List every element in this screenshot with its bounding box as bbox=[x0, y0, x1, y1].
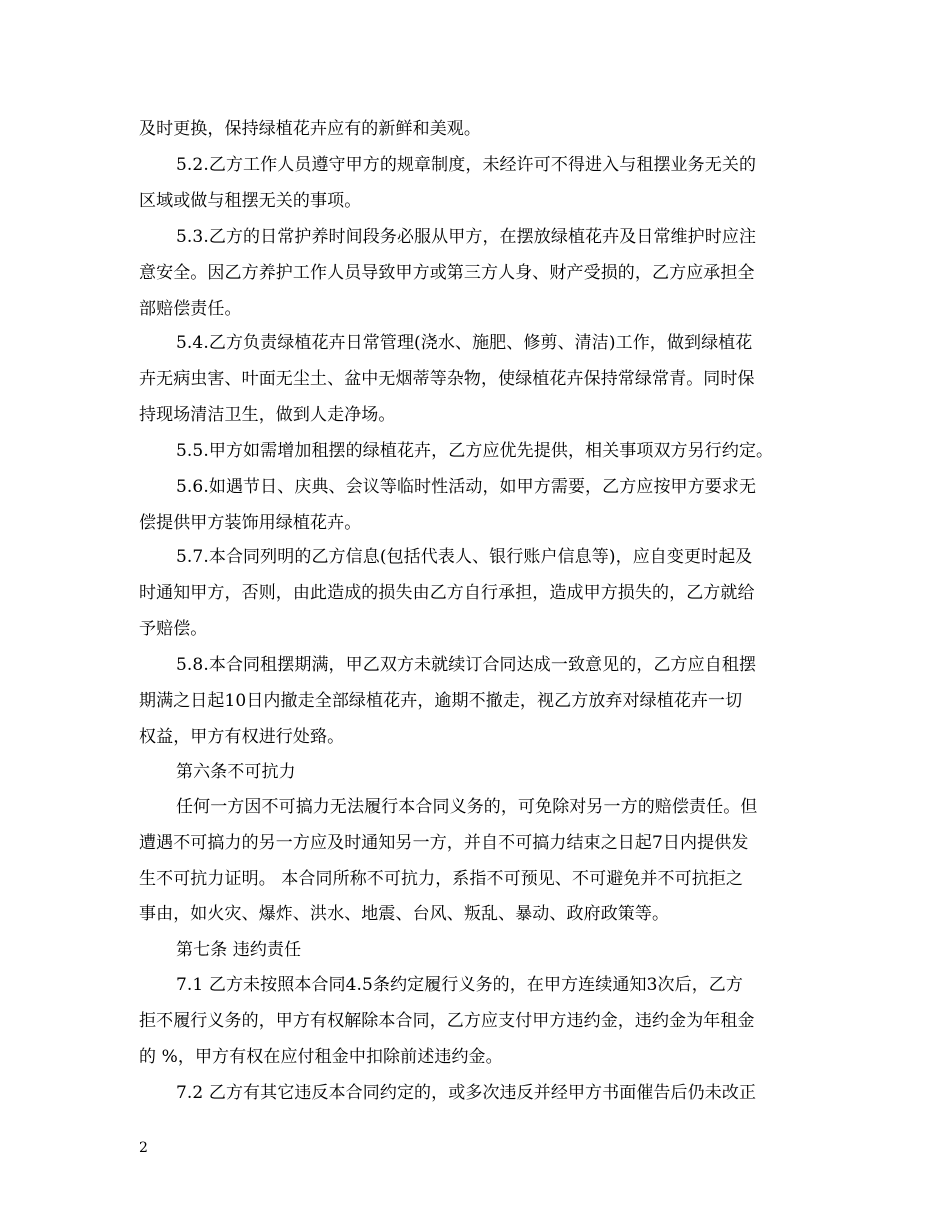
body-line: 权益，甲方有权进行处臵。 bbox=[139, 727, 345, 747]
body-line: 及时更换，保持绿植花卉应有的新鲜和美观。 bbox=[139, 119, 481, 139]
clause-5-5-line: 5.5.甲方如需增加租摆的绿植花卉，乙方应优先提供，相关事项双方另行约定。 bbox=[176, 441, 774, 461]
body-line: 期满之日起10日内撤走全部绿植花卉，逾期不撤走，视乙方放弃对绿植花卉一切 bbox=[139, 691, 743, 711]
body-line: 遭遇不可搞力的另一方应及时通知另一方，并自不可搞力结束之日起7日内提供发 bbox=[139, 833, 749, 853]
clause-7-1-line: 7.1 乙方未按照本合同4.5条约定履行义务的，在甲方连续通知3次后，乙方 bbox=[176, 975, 743, 995]
clause-5-8-line: 5.8.本合同租摆期满，甲乙双方未就续订合同达成一致意见的，乙方应自租摆 bbox=[176, 655, 757, 675]
clause-5-3-line: 5.3.乙方的日常护养时间段务必服从甲方，在摆放绿植花卉及日常维护时应注 bbox=[176, 227, 757, 247]
body-line: 拒不履行义务的，甲方有权解除本合同，乙方应支付甲方违约金，违约金为年租金 bbox=[139, 1011, 755, 1031]
article-6-heading: 第六条不可抗力 bbox=[176, 762, 296, 782]
body-line: 偿提供甲方装饰用绿植花卉。 bbox=[139, 513, 362, 533]
body-line: 的 %，甲方有权在应付租金中扣除前述违约金。 bbox=[139, 1047, 503, 1067]
clause-5-2-line: 5.2.乙方工作人员遵守甲方的规章制度，未经许可不得进入与租摆业务无关的 bbox=[176, 155, 757, 175]
body-line: 意安全。因乙方养护工作人员导致甲方或第三方人身、财产受损的，乙方应承担全 bbox=[139, 263, 755, 283]
body-line: 时通知甲方，否则，由此造成的损失由乙方自行承担，造成甲方损失的，乙方就给 bbox=[139, 583, 755, 603]
page-number: 2 bbox=[139, 1140, 148, 1156]
clause-5-4-line: 5.4.乙方负责绿植花卉日常管理(浇水、施肥、修剪、清洁)工作，做到绿植花 bbox=[176, 333, 753, 353]
body-line: 持现场清洁卫生，做到人走净场。 bbox=[139, 405, 396, 425]
clause-5-7-line: 5.7.本合同列明的乙方信息(包括代表人、银行账户信息等)，应自变更时起及 bbox=[176, 547, 753, 567]
article-7-heading: 第七条 违约责任 bbox=[176, 940, 302, 960]
body-line: 事由，如火灾、爆炸、洪水、地震、台风、叛乱、暴动、政府政策等。 bbox=[139, 904, 670, 924]
clause-5-6-line: 5.6.如遇节日、庆典、会议等临时性活动，如甲方需要，乙方应按甲方要求无 bbox=[176, 477, 757, 497]
article-6-line: 任何一方因不可搞力无法履行本合同义务的，可免除对另一方的赔偿责任。但 bbox=[176, 797, 758, 817]
body-line: 予赔偿。 bbox=[139, 619, 208, 639]
body-line: 部赔偿责任。 bbox=[139, 299, 242, 319]
body-line: 生不可抗力证明。 本合同所称不可抗力，系指不可预见、不可避免并不可抗拒之 bbox=[139, 869, 744, 889]
clause-7-2-line: 7.2 乙方有其它违反本合同约定的，或多次违反并经甲方书面催告后仍未改正 bbox=[176, 1083, 757, 1103]
body-line: 区域或做与租摆无关的事项。 bbox=[139, 191, 362, 211]
body-line: 卉无病虫害、叶面无尘土、盆中无烟蒂等杂物，使绿植花卉保持常绿常青。同时保 bbox=[139, 369, 755, 389]
